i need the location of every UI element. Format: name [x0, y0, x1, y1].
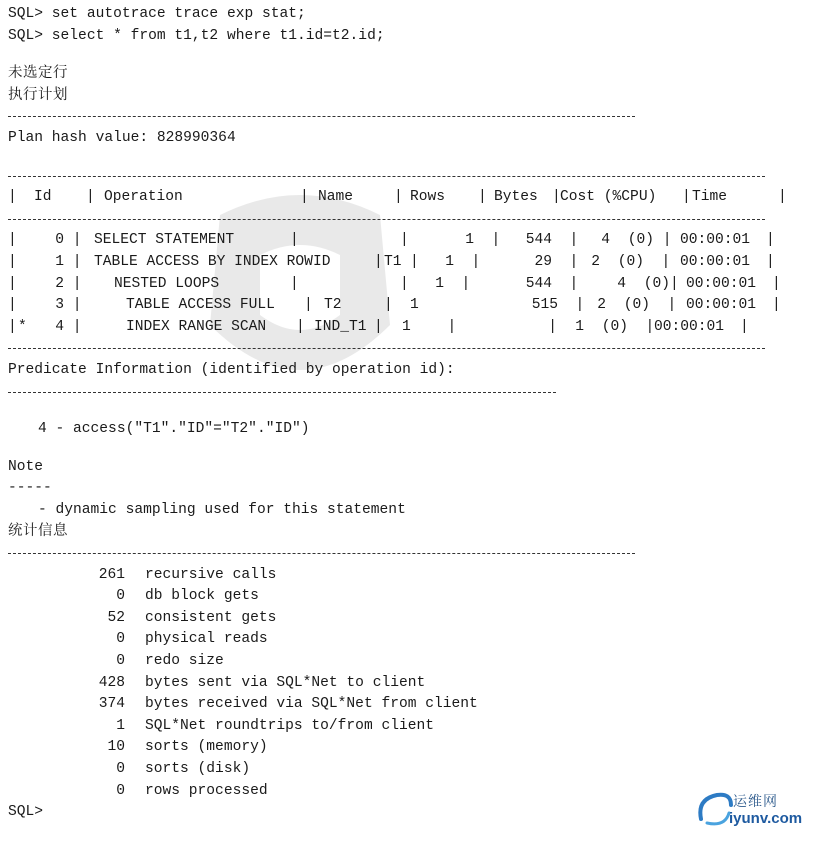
row-cost: 1 — [575, 318, 584, 335]
stat-value: 10 — [107, 739, 125, 756]
table-row: |* 4 | INDEX RANGE SCAN | IND_T1 | 1 | | 1 (0) |00:00:01 | — [8, 317, 808, 339]
stat-item — [8, 716, 808, 738]
row-cost: 2 — [591, 253, 600, 270]
row-id: 4 — [55, 318, 64, 335]
statistics-title: 统计信息 — [8, 523, 68, 540]
divider — [8, 166, 808, 188]
blank-line — [8, 150, 808, 166]
stat-item — [8, 737, 808, 759]
stat-item — [8, 781, 808, 803]
row-operation: TABLE ACCESS BY INDEX ROWID — [94, 253, 331, 270]
stat-item — [8, 629, 808, 651]
blank-line — [8, 403, 808, 419]
stat-label: consistent gets — [145, 609, 277, 626]
stat-label: sorts (memory) — [145, 739, 268, 756]
table-row: | 0 | SELECT STATEMENT | | 1 | 544 | 4 (0) | 00:00:01 | — [8, 230, 808, 252]
row-time: 00:00:01 — [680, 253, 751, 270]
row-operation: SELECT STATEMENT — [94, 232, 235, 249]
row-bytes: 544 — [525, 232, 552, 249]
header-operation: Operation — [104, 189, 183, 206]
note-text: - dynamic sampling used for this statement — [38, 501, 406, 518]
row-name: T1 — [384, 253, 402, 270]
row-cpu: (0) — [627, 232, 654, 249]
stat-item — [8, 586, 808, 608]
row-name: IND_T1 — [314, 318, 367, 335]
header-time: Time — [692, 189, 728, 206]
sql-prompt[interactable]: SQL> — [8, 804, 44, 821]
stat-item — [8, 759, 808, 781]
stat-label: sorts (disk) — [145, 761, 251, 777]
site-logo — [695, 787, 807, 835]
note-underline: ----- — [8, 480, 52, 497]
stat-value: 0 — [116, 761, 125, 777]
table-row: | 1 | TABLE ACCESS BY INDEX ROWID |T1 | 1 | 29 | 2 (0) | 00:00:01 | — [8, 252, 808, 274]
predicate-line: 4 - access("T1"."ID"="T2"."ID") — [38, 421, 310, 438]
logo-domain-text: iyunv.com — [729, 810, 803, 827]
row-rows: 1 — [435, 275, 444, 292]
divider — [8, 382, 808, 404]
table-row: | 2 | NESTED LOOPS | | 1 | 544 | 4 (0)| 00:00:01 | — [8, 274, 808, 296]
stat-value: 0 — [116, 631, 125, 648]
row-cost: 2 — [597, 297, 606, 314]
stat-value: 374 — [98, 696, 125, 713]
divider — [8, 209, 808, 231]
predicate-title: Predicate Information (identified by operation id): — [8, 361, 455, 378]
stat-value: 261 — [98, 566, 125, 583]
row-time: 00:00:01 — [686, 275, 757, 292]
divider — [8, 543, 808, 565]
plan-hash-value: Plan hash value: 828990364 — [8, 129, 236, 146]
row-id: 2 — [55, 275, 64, 292]
row-id: 0 — [55, 232, 64, 249]
row-cost: 4 — [601, 232, 610, 249]
plan-table-header: | Id | Operation | Name | Rows | Bytes |Cost (%CPU) |Time | — [8, 187, 808, 209]
stat-label: SQL*Net roundtrips to/from client — [145, 717, 435, 734]
stat-label: recursive calls — [145, 566, 277, 583]
blank-line — [8, 441, 808, 457]
row-rows: 1 — [445, 253, 454, 270]
row-rows: 1 — [402, 318, 411, 335]
row-cpu: (0) — [643, 275, 670, 292]
header-rows: Rows — [410, 189, 446, 206]
row-marker: * — [18, 318, 27, 335]
stat-value: 0 — [116, 588, 125, 605]
terminal-output — [8, 4, 808, 824]
logo-chinese-text: 运维网 — [733, 794, 778, 810]
row-bytes: 515 — [531, 297, 558, 314]
divider — [8, 338, 808, 360]
header-name: Name — [318, 189, 354, 206]
command-line: SQL> set autotrace trace exp stat; — [8, 6, 306, 22]
stat-value: 0 — [116, 782, 125, 799]
stat-label: redo size — [145, 653, 224, 670]
row-cpu: (0) — [623, 297, 650, 314]
command-line: SQL> select * from t1,t2 where t1.id=t2.id; — [8, 27, 385, 44]
table-row: | 3 | TABLE ACCESS FULL | T2 | 1 515 | 2 (0) | 00:00:01 | — [8, 295, 808, 317]
stat-value: 428 — [98, 674, 125, 691]
stat-value: 1 — [116, 717, 125, 734]
header-bytes: Bytes — [494, 189, 538, 206]
stat-value: 0 — [116, 653, 125, 670]
row-name: T2 — [324, 297, 342, 314]
no-rows-message: 未选定行 — [8, 65, 68, 82]
stat-item — [8, 565, 808, 587]
blank-line — [8, 47, 808, 63]
divider — [8, 106, 808, 128]
row-rows: 1 — [410, 297, 419, 314]
row-cost: 4 — [617, 275, 626, 292]
row-cpu: (0) — [601, 318, 628, 335]
row-rows: 1 — [465, 232, 474, 249]
stat-item — [8, 694, 808, 716]
stat-label: physical reads — [145, 631, 268, 648]
stat-item — [8, 673, 808, 695]
row-time: 00:00:01 — [686, 297, 757, 314]
stat-item — [8, 608, 808, 630]
stat-label: rows processed — [145, 782, 268, 799]
stat-item — [8, 651, 808, 673]
row-operation: INDEX RANGE SCAN — [126, 318, 267, 335]
header-cost: Cost (%CPU) — [560, 189, 657, 206]
row-operation: TABLE ACCESS FULL — [126, 297, 275, 314]
stat-label: db block gets — [145, 588, 259, 605]
statistics-list — [8, 565, 808, 803]
stat-value: 52 — [107, 609, 125, 626]
header-id: Id — [34, 189, 52, 206]
row-time: 00:00:01 — [680, 232, 751, 249]
row-operation: NESTED LOOPS — [114, 275, 220, 292]
plan-table-body — [8, 230, 808, 338]
row-id: 1 — [55, 253, 64, 270]
row-id: 3 — [55, 297, 64, 314]
note-title: Note — [8, 458, 44, 475]
row-bytes: 29 — [534, 253, 552, 270]
row-bytes: 544 — [525, 275, 552, 292]
row-time: 00:00:01 — [654, 318, 725, 335]
stat-label: bytes sent via SQL*Net to client — [145, 674, 426, 691]
row-cpu: (0) — [617, 253, 644, 270]
execution-plan-title: 执行计划 — [8, 86, 68, 103]
stat-label: bytes received via SQL*Net from client — [145, 696, 478, 713]
